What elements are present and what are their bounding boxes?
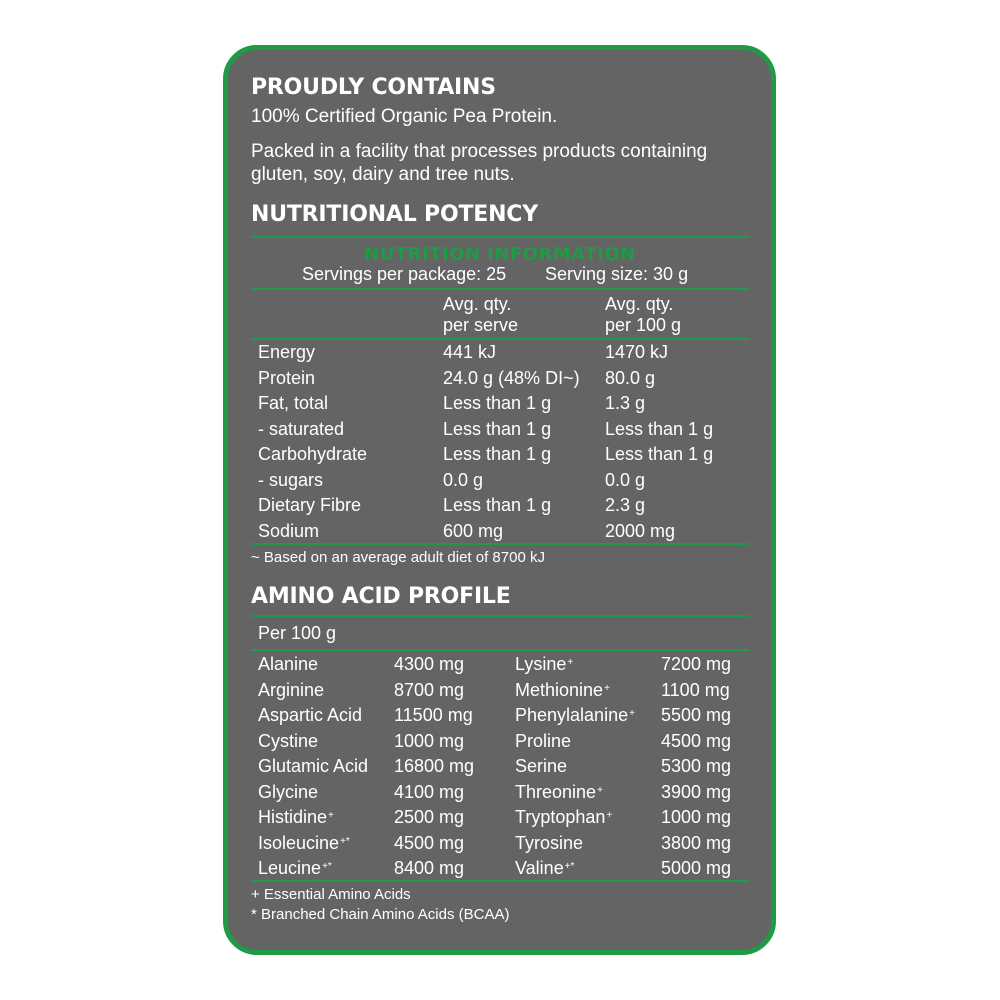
- amino-name: [515, 680, 610, 701]
- amino-name: [258, 807, 334, 828]
- amino-name: [515, 731, 571, 752]
- amino-mark: +*: [340, 835, 350, 847]
- amino-name-text: Tyrosine: [515, 832, 584, 853]
- amino-name: [258, 858, 332, 879]
- proudly-contains-line1: 100% Certified Organic Pea Protein.: [251, 106, 558, 127]
- nutrient-per-100g: Less than 1 g: [605, 444, 714, 464]
- amino-name: [258, 782, 318, 803]
- amino-name-text: Aspartic Acid: [258, 705, 363, 725]
- amino-value: 1000 mg: [394, 730, 465, 751]
- amino-name: [515, 756, 567, 777]
- essential-amino-note: + Essential Amino Acids: [251, 886, 411, 903]
- col-per-100g-header-2: per 100 g: [605, 315, 682, 335]
- nutrient-name: Protein: [258, 367, 316, 388]
- col-per-100g-header-1: Avg. qty.: [605, 294, 674, 314]
- amino-value: 8400 mg: [394, 858, 465, 878]
- nutrient-per-100g: 1470 kJ: [605, 342, 669, 362]
- divider: [251, 338, 749, 340]
- amino-mark: +: [629, 708, 635, 719]
- amino-name-text: Leucine: [258, 858, 322, 878]
- divider: [251, 236, 749, 238]
- divider: [251, 543, 749, 545]
- nutrient-per-serve: 441 kJ: [443, 342, 497, 362]
- nutrient-per-serve: Less than 1 g: [443, 495, 552, 515]
- amino-value: 8700 mg: [394, 679, 465, 700]
- amino-value: 5500 mg: [661, 705, 732, 725]
- nutrient-per-100g: 80.0 g: [605, 367, 656, 388]
- amino-name-text: Glutamic Acid: [258, 756, 369, 776]
- amino-value: 4300 mg: [394, 654, 465, 674]
- amino-name: [258, 731, 318, 752]
- divider: [251, 880, 749, 882]
- amino-name: [258, 756, 368, 777]
- amino-value: 5000 mg: [661, 858, 732, 878]
- amino-name-text: Proline: [515, 730, 572, 751]
- amino-value: 4500 mg: [661, 730, 732, 751]
- amino-name-text: Cystine: [258, 730, 319, 751]
- amino-mark: +: [597, 784, 603, 796]
- amino-name-text: Methionine: [515, 679, 604, 700]
- nutrient-per-100g: Less than 1 g: [605, 418, 714, 439]
- amino-value: 4500 mg: [394, 832, 465, 853]
- amino-name-text: Glycine: [258, 781, 319, 802]
- proudly-contains-line2b: gluten, soy, dairy and tree nuts.: [251, 164, 515, 185]
- nutrient-name: Fat, total: [258, 393, 329, 413]
- amino-mark: +: [604, 682, 610, 694]
- divider: [251, 615, 749, 617]
- diet-footnote: ~ Based on an average adult diet of 8700 kJ: [251, 549, 545, 566]
- serving-size: Serving size: 30 g: [545, 264, 689, 284]
- amino-name-text: Arginine: [258, 679, 325, 700]
- amino-value: 5300 mg: [661, 756, 732, 776]
- amino-mark: +: [567, 657, 574, 668]
- amino-mark: +*: [564, 861, 575, 872]
- nutrient-name: Sodium: [258, 520, 320, 541]
- amino-mark: +: [328, 810, 334, 821]
- amino-per-100g: Per 100 g: [258, 623, 337, 643]
- nutrient-per-serve: Less than 1 g: [443, 444, 552, 464]
- amino-name: [515, 654, 573, 675]
- amino-name-text: Tryptophan: [515, 807, 606, 827]
- servings-per-package: Servings per package: 25: [302, 264, 507, 284]
- nutrient-per-100g: 0.0 g: [605, 469, 646, 490]
- amino-name-text: Alanine: [258, 654, 319, 674]
- amino-acid-heading: AMINO ACID PROFILE: [251, 584, 511, 609]
- amino-value: 11500 mg: [394, 705, 473, 725]
- amino-value: 2500 mg: [394, 807, 465, 827]
- amino-value: 16800 mg: [394, 756, 475, 776]
- divider: [251, 288, 749, 290]
- amino-name: [515, 782, 603, 803]
- amino-name-text: Serine: [515, 756, 568, 776]
- nutrient-name: Energy: [258, 342, 316, 362]
- amino-name: [258, 654, 318, 675]
- amino-name: [258, 705, 362, 726]
- nutrient-name: - saturated: [258, 418, 345, 439]
- nutritional-potency-heading: NUTRITIONAL POTENCY: [251, 202, 538, 227]
- amino-value: 3900 mg: [661, 781, 732, 802]
- nutrient-name: Dietary Fibre: [258, 495, 362, 515]
- col-per-serve-header-1: Avg. qty.: [443, 294, 512, 314]
- nutrient-per-serve: Less than 1 g: [443, 418, 552, 439]
- amino-mark: +*: [322, 861, 332, 872]
- amino-name: [515, 858, 574, 879]
- amino-value: 3800 mg: [661, 832, 732, 853]
- nutrient-per-100g: 1.3 g: [605, 393, 646, 413]
- nutrient-name: Carbohydrate: [258, 444, 368, 464]
- nutrient-per-serve: 0.0 g: [443, 469, 484, 490]
- amino-name: [258, 833, 350, 854]
- proudly-contains-line2a: Packed in a facility that processes products containing: [251, 141, 708, 162]
- nutrient-per-serve: 600 mg: [443, 520, 504, 541]
- amino-name-text: Histidine: [258, 807, 328, 827]
- amino-value: 1100 mg: [661, 679, 730, 700]
- col-per-serve-header-2: per serve: [443, 315, 519, 335]
- amino-name: [515, 833, 583, 854]
- amino-value: 7200 mg: [661, 654, 732, 674]
- nutrient-per-serve: 24.0 g (48% DI~): [443, 367, 580, 388]
- nutrient-per-100g: 2.3 g: [605, 495, 646, 515]
- nutrient-per-serve: Less than 1 g: [443, 393, 552, 413]
- amino-name-text: Threonine: [515, 781, 597, 802]
- nutrient-name: - sugars: [258, 469, 324, 490]
- divider: [251, 649, 749, 651]
- amino-value: 4100 mg: [394, 781, 465, 802]
- amino-value: 1000 mg: [661, 807, 732, 827]
- amino-name-text: Phenylalanine: [515, 705, 629, 725]
- nutrient-per-100g: 2000 mg: [605, 520, 676, 541]
- amino-name-text: Isoleucine: [258, 832, 340, 853]
- proudly-contains-heading: PROUDLY CONTAINS: [251, 75, 496, 100]
- nutrition-information-title: NUTRITION INFORMATION: [364, 244, 636, 265]
- amino-name-text: Lysine: [515, 654, 567, 674]
- amino-name-text: Valine: [515, 858, 564, 878]
- bcaa-note: * Branched Chain Amino Acids (BCAA): [251, 906, 510, 923]
- amino-mark: +: [606, 810, 613, 821]
- amino-name: [515, 705, 635, 726]
- amino-name: [258, 680, 324, 701]
- amino-name: [515, 807, 612, 828]
